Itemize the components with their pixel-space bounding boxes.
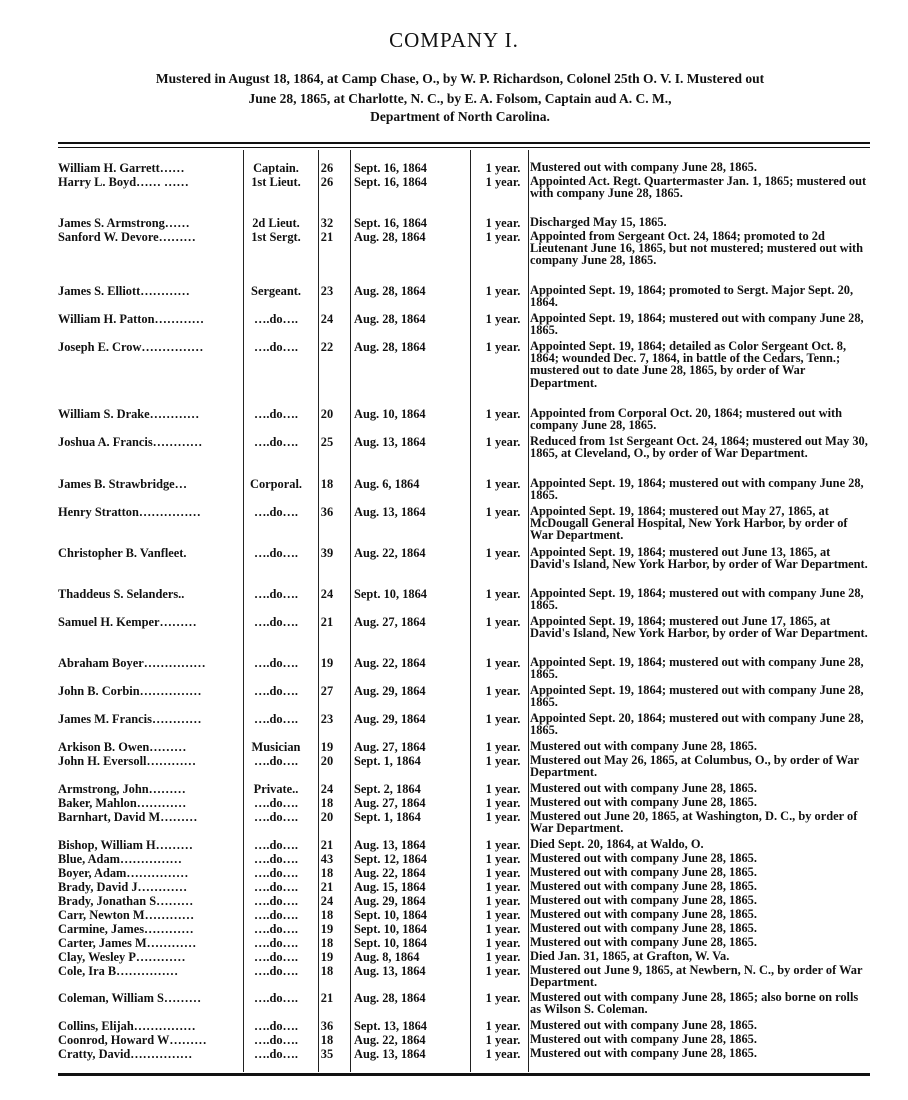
remarks: Appointed Sept. 19, 1864; mustered out with company June 28, 1865. bbox=[530, 683, 864, 710]
rank: Sergeant. bbox=[251, 284, 301, 298]
age: 27 bbox=[320, 684, 334, 698]
enlist-date: Aug. 22, 1864 bbox=[354, 1033, 426, 1047]
age: 18 bbox=[320, 866, 334, 880]
soldier-name: Thaddeus S. Selanders.. bbox=[58, 587, 185, 601]
top-rule-1 bbox=[58, 142, 870, 144]
age: 23 bbox=[320, 712, 334, 726]
term: 1 year. bbox=[485, 838, 521, 852]
remarks: Mustered out with company June 28, 1865. bbox=[530, 879, 757, 893]
age: 19 bbox=[320, 740, 334, 754]
term: 1 year. bbox=[485, 740, 521, 754]
column-divider bbox=[350, 150, 351, 1072]
remarks: Appointed Sept. 19, 1864; mustered out May 27, 1865, at McDougall General Hospital, New York Harbor, by order of War Department. bbox=[530, 504, 848, 543]
term: 1 year. bbox=[485, 284, 521, 298]
soldier-name: Henry Stratton…………… bbox=[58, 505, 201, 519]
enlist-date: Aug. 22, 1864 bbox=[354, 656, 426, 670]
rank: ….do…. bbox=[253, 615, 299, 629]
age: 20 bbox=[320, 754, 334, 768]
rank: ….do…. bbox=[253, 908, 299, 922]
remarks: Mustered out with company June 28, 1865. bbox=[530, 1032, 757, 1046]
rank: ….do…. bbox=[253, 950, 299, 964]
age: 39 bbox=[320, 546, 334, 560]
rank: ….do…. bbox=[253, 312, 299, 326]
rank: 2d Lieut. bbox=[252, 216, 300, 230]
enlist-date: Aug. 27, 1864 bbox=[354, 796, 426, 810]
age: 43 bbox=[320, 852, 334, 866]
term: 1 year. bbox=[485, 908, 521, 922]
rank: ….do…. bbox=[253, 587, 299, 601]
age: 32 bbox=[320, 216, 334, 230]
enlist-date: Aug. 13, 1864 bbox=[354, 964, 426, 978]
term: 1 year. bbox=[485, 656, 521, 670]
term: 1 year. bbox=[485, 866, 521, 880]
age: 36 bbox=[320, 1019, 334, 1033]
enlist-date: Aug. 27, 1864 bbox=[354, 740, 426, 754]
remarks: Appointed Sept. 19, 1864; promoted to Sergt. Major Sept. 20, 1864. bbox=[530, 283, 854, 310]
age: 36 bbox=[320, 505, 334, 519]
age: 26 bbox=[320, 175, 334, 189]
enlist-date: Aug. 28, 1864 bbox=[354, 312, 426, 326]
term: 1 year. bbox=[485, 922, 521, 936]
remarks: Appointed Sept. 19, 1864; mustered out with company June 28, 1865. bbox=[530, 586, 864, 613]
enlist-date: Aug. 13, 1864 bbox=[354, 1047, 426, 1061]
rank: ….do…. bbox=[253, 922, 299, 936]
age: 24 bbox=[320, 894, 334, 908]
remarks: Appointed Sept. 19, 1864; mustered out June 13, 1865, at David's Island, New York Harbor, by order of War Department. bbox=[530, 545, 868, 572]
enlist-date: Sept. 12, 1864 bbox=[354, 852, 427, 866]
term: 1 year. bbox=[485, 587, 521, 601]
rank: ….do…. bbox=[253, 1047, 299, 1061]
age: 24 bbox=[320, 782, 334, 796]
enlist-date: Aug. 28, 1864 bbox=[354, 230, 426, 244]
remarks: Mustered out with company June 28, 1865. bbox=[530, 795, 757, 809]
enlist-date: Sept. 1, 1864 bbox=[354, 810, 421, 824]
remarks: Mustered out with company June 28, 1865. bbox=[530, 893, 757, 907]
soldier-name: Joshua A. Francis………… bbox=[58, 435, 203, 449]
remarks: Mustered out June 9, 1865, at Newbern, N. C., by order of War Department. bbox=[530, 963, 863, 990]
soldier-name: Armstrong, John……… bbox=[58, 782, 186, 796]
enlist-date: Sept. 16, 1864 bbox=[354, 216, 427, 230]
remarks: Mustered out with company June 28, 1865. bbox=[530, 739, 757, 753]
soldier-name: James M. Francis………… bbox=[58, 712, 202, 726]
remarks: Mustered out with company June 28, 1865. bbox=[530, 1046, 757, 1060]
soldier-name: William H. Garrett…… bbox=[58, 161, 185, 175]
column-divider bbox=[470, 150, 471, 1072]
soldier-name: Cole, Ira B…………… bbox=[58, 964, 179, 978]
age: 18 bbox=[320, 1033, 334, 1047]
rank: ….do…. bbox=[253, 991, 299, 1005]
rank: ….do…. bbox=[253, 894, 299, 908]
soldier-name: Carmine, James………… bbox=[58, 922, 194, 936]
age: 24 bbox=[320, 312, 334, 326]
soldier-name: Brady, Jonathan S……… bbox=[58, 894, 194, 908]
rank: ….do…. bbox=[253, 796, 299, 810]
enlist-date: Aug. 22, 1864 bbox=[354, 866, 426, 880]
soldier-name: Barnhart, David M……… bbox=[58, 810, 198, 824]
enlist-date: Aug. 6, 1864 bbox=[354, 477, 420, 491]
age: 20 bbox=[320, 407, 334, 421]
soldier-name: Harry L. Boyd…… …… bbox=[58, 175, 189, 189]
term: 1 year. bbox=[485, 796, 521, 810]
term: 1 year. bbox=[485, 312, 521, 326]
rank: ….do…. bbox=[253, 810, 299, 824]
term: 1 year. bbox=[485, 435, 521, 449]
term: 1 year. bbox=[485, 936, 521, 950]
rank: Private.. bbox=[253, 782, 299, 796]
age: 18 bbox=[320, 796, 334, 810]
term: 1 year. bbox=[485, 782, 521, 796]
term: 1 year. bbox=[485, 852, 521, 866]
enlist-date: Sept. 16, 1864 bbox=[354, 161, 427, 175]
age: 21 bbox=[320, 615, 334, 629]
remarks: Appointed from Corporal Oct. 20, 1864; mustered out with company June 28, 1865. bbox=[530, 406, 843, 433]
enlist-date: Aug. 13, 1864 bbox=[354, 838, 426, 852]
enlist-date: Sept. 10, 1864 bbox=[354, 936, 427, 950]
remarks: Mustered out with company June 28, 1865. bbox=[530, 781, 757, 795]
term: 1 year. bbox=[485, 754, 521, 768]
rank: ….do…. bbox=[253, 546, 299, 560]
enlist-date: Aug. 28, 1864 bbox=[354, 991, 426, 1005]
soldier-name: Baker, Mahlon………… bbox=[58, 796, 187, 810]
soldier-name: William S. Drake………… bbox=[58, 407, 200, 421]
term: 1 year. bbox=[485, 950, 521, 964]
age: 21 bbox=[320, 991, 334, 1005]
remarks: Appointed from Sergeant Oct. 24, 1864; promoted to 2d Lieutenant June 16, 1865, but not mustered; mustered out with company June 28, 1865. bbox=[530, 229, 864, 268]
rank: ….do…. bbox=[253, 505, 299, 519]
subtitle-line-1: Mustered in August 18, 1864, at Camp Chase, O., by W. P. Richardson, Colonel 25th O. V. I. Mustered out bbox=[155, 71, 765, 86]
rank: ….do…. bbox=[253, 407, 299, 421]
soldier-name: Coonrod, Howard W……… bbox=[58, 1033, 207, 1047]
remarks: Mustered out with company June 28, 1865. bbox=[530, 907, 757, 921]
term: 1 year. bbox=[485, 546, 521, 560]
enlist-date: Sept. 10, 1864 bbox=[354, 908, 427, 922]
soldier-name: James S. Armstrong…… bbox=[58, 216, 190, 230]
rank: Captain. bbox=[253, 161, 299, 175]
enlist-date: Sept. 10, 1864 bbox=[354, 922, 427, 936]
enlist-date: Aug. 13, 1864 bbox=[354, 435, 426, 449]
rank: ….do…. bbox=[253, 684, 299, 698]
remarks: Mustered out with company June 28, 1865. bbox=[530, 935, 757, 949]
age: 23 bbox=[320, 284, 334, 298]
rank: ….do…. bbox=[253, 936, 299, 950]
rank: ….do…. bbox=[253, 712, 299, 726]
soldier-name: James B. Strawbridge… bbox=[58, 477, 188, 491]
enlist-date: Sept. 2, 1864 bbox=[354, 782, 421, 796]
enlist-date: Sept. 10, 1864 bbox=[354, 587, 427, 601]
enlist-date: Aug. 29, 1864 bbox=[354, 684, 426, 698]
age: 21 bbox=[320, 838, 334, 852]
remarks: Appointed Sept. 19, 1864; mustered out with company June 28, 1865. bbox=[530, 476, 864, 503]
soldier-name: Abraham Boyer…………… bbox=[58, 656, 206, 670]
term: 1 year. bbox=[485, 712, 521, 726]
age: 18 bbox=[320, 936, 334, 950]
enlist-date: Aug. 29, 1864 bbox=[354, 894, 426, 908]
enlist-date: Aug. 28, 1864 bbox=[354, 340, 426, 354]
enlist-date: Sept. 1, 1864 bbox=[354, 754, 421, 768]
age: 22 bbox=[320, 340, 334, 354]
subtitle-line-2: June 28, 1865, at Charlotte, N. C., by E. A. Folsom, Captain aud A. C. M., bbox=[248, 91, 672, 106]
rank: ….do…. bbox=[253, 340, 299, 354]
soldier-name: Collins, Elijah…………… bbox=[58, 1019, 196, 1033]
term: 1 year. bbox=[485, 1019, 521, 1033]
age: 18 bbox=[320, 964, 334, 978]
age: 24 bbox=[320, 587, 334, 601]
rank: ….do…. bbox=[253, 964, 299, 978]
term: 1 year. bbox=[485, 615, 521, 629]
remarks: Appointed Act. Regt. Quartermaster Jan. 1, 1865; mustered out with company June 28, 1865. bbox=[530, 174, 867, 201]
rank: ….do…. bbox=[253, 1033, 299, 1047]
enlist-date: Aug. 29, 1864 bbox=[354, 712, 426, 726]
remarks: Appointed Sept. 19, 1864; detailed as Color Sergeant Oct. 8, 1864; wounded Dec. 7, 1864, in battle of the Cedars, Tenn.; mustered out to date June 28, 1865, by order of War Department. bbox=[530, 339, 847, 390]
soldier-name: Bishop, William H……… bbox=[58, 838, 193, 852]
soldier-name: James S. Elliott………… bbox=[58, 284, 190, 298]
soldier-name: Joseph E. Crow…………… bbox=[58, 340, 204, 354]
soldier-name: Cratty, David…………… bbox=[58, 1047, 193, 1061]
enlist-date: Aug. 28, 1864 bbox=[354, 284, 426, 298]
term: 1 year. bbox=[485, 505, 521, 519]
subtitle-line-3: Department of North Carolina. bbox=[370, 109, 550, 124]
term: 1 year. bbox=[485, 964, 521, 978]
term: 1 year. bbox=[485, 1033, 521, 1047]
age: 19 bbox=[320, 950, 334, 964]
rank: 1st Sergt. bbox=[251, 230, 301, 244]
soldier-name: Carter, James M………… bbox=[58, 936, 197, 950]
soldier-name: Coleman, William S……… bbox=[58, 991, 202, 1005]
remarks: Mustered out May 26, 1865, at Columbus, O., by order of War Department. bbox=[530, 753, 859, 780]
term: 1 year. bbox=[485, 880, 521, 894]
term: 1 year. bbox=[485, 340, 521, 354]
soldier-name: Arkison B. Owen……… bbox=[58, 740, 187, 754]
rank: ….do…. bbox=[253, 754, 299, 768]
soldier-name: John B. Corbin…………… bbox=[58, 684, 202, 698]
enlist-date: Aug. 15, 1864 bbox=[354, 880, 426, 894]
age: 18 bbox=[320, 477, 334, 491]
remarks: Mustered out with company June 28, 1865. bbox=[530, 1018, 757, 1032]
term: 1 year. bbox=[485, 477, 521, 491]
remarks: Appointed Sept. 20, 1864; mustered out with company June 28, 1865. bbox=[530, 711, 864, 738]
remarks: Discharged May 15, 1865. bbox=[530, 215, 667, 229]
term: 1 year. bbox=[485, 991, 521, 1005]
term: 1 year. bbox=[485, 810, 521, 824]
age: 20 bbox=[320, 810, 334, 824]
enlist-date: Aug. 27, 1864 bbox=[354, 615, 426, 629]
top-rule-2 bbox=[58, 147, 870, 148]
rank: ….do…. bbox=[253, 852, 299, 866]
remarks: Mustered out with company June 28, 1865. bbox=[530, 865, 757, 879]
remarks: Reduced from 1st Sergeant Oct. 24, 1864; mustered out May 30, 1865, at Cleveland, O., by order of War Department. bbox=[530, 434, 868, 461]
soldier-name: William H. Patton………… bbox=[58, 312, 205, 326]
age: 19 bbox=[320, 922, 334, 936]
enlist-date: Sept. 16, 1864 bbox=[354, 175, 427, 189]
soldier-name: Clay, Wesley P………… bbox=[58, 950, 186, 964]
remarks: Died Jan. 31, 1865, at Grafton, W. Va. bbox=[530, 949, 730, 963]
enlist-date: Aug. 8, 1864 bbox=[354, 950, 420, 964]
remarks: Mustered out with company June 28, 1865. bbox=[530, 921, 757, 935]
term: 1 year. bbox=[485, 894, 521, 908]
term: 1 year. bbox=[485, 161, 521, 175]
age: 26 bbox=[320, 161, 334, 175]
term: 1 year. bbox=[485, 407, 521, 421]
age: 35 bbox=[320, 1047, 334, 1061]
bottom-rule bbox=[58, 1073, 870, 1076]
remarks: Appointed Sept. 19, 1864; mustered out with company June 28, 1865. bbox=[530, 655, 864, 682]
soldier-name: Boyer, Adam…………… bbox=[58, 866, 189, 880]
remarks: Mustered out with company June 28, 1865. bbox=[530, 851, 757, 865]
rank: ….do…. bbox=[253, 1019, 299, 1033]
soldier-name: Christopher B. Vanfleet. bbox=[58, 546, 187, 560]
remarks: Died Sept. 20, 1864, at Waldo, O. bbox=[530, 837, 704, 851]
rank: ….do…. bbox=[253, 656, 299, 670]
rank: ….do…. bbox=[253, 838, 299, 852]
soldier-name: Brady, David J………… bbox=[58, 880, 188, 894]
rank: ….do…. bbox=[253, 435, 299, 449]
rank: Musician bbox=[251, 740, 301, 754]
remarks: Mustered out June 20, 1865, at Washington, D. C., by order of War Department. bbox=[530, 809, 858, 836]
rank: ….do…. bbox=[253, 866, 299, 880]
soldier-name: Sanford W. Devore……… bbox=[58, 230, 196, 244]
rank: 1st Lieut. bbox=[251, 175, 301, 189]
age: 25 bbox=[320, 435, 334, 449]
term: 1 year. bbox=[485, 175, 521, 189]
term: 1 year. bbox=[485, 1047, 521, 1061]
remarks: Appointed Sept. 19, 1864; mustered out June 17, 1865, at David's Island, New York Harbor, by order of War Department. bbox=[530, 614, 868, 641]
enlist-date: Sept. 13, 1864 bbox=[354, 1019, 427, 1033]
enlist-date: Aug. 10, 1864 bbox=[354, 407, 426, 421]
rank: Corporal. bbox=[250, 477, 302, 491]
page-title: COMPANY I. bbox=[389, 28, 519, 52]
age: 21 bbox=[320, 230, 334, 244]
rank: ….do…. bbox=[253, 880, 299, 894]
remarks: Mustered out with company June 28, 1865; also borne on rolls as Wilson S. Coleman. bbox=[530, 990, 859, 1017]
age: 21 bbox=[320, 880, 334, 894]
age: 19 bbox=[320, 656, 334, 670]
soldier-name: Samuel H. Kemper……… bbox=[58, 615, 197, 629]
age: 18 bbox=[320, 908, 334, 922]
remarks: Appointed Sept. 19, 1864; mustered out with company June 28, 1865. bbox=[530, 311, 864, 338]
soldier-name: Blue, Adam…………… bbox=[58, 852, 182, 866]
term: 1 year. bbox=[485, 230, 521, 244]
enlist-date: Aug. 22, 1864 bbox=[354, 546, 426, 560]
term: 1 year. bbox=[485, 684, 521, 698]
term: 1 year. bbox=[485, 216, 521, 230]
soldier-name: Carr, Newton M………… bbox=[58, 908, 195, 922]
remarks: Mustered out with company June 28, 1865. bbox=[530, 160, 757, 174]
soldier-name: John H. Eversoll………… bbox=[58, 754, 197, 768]
enlist-date: Aug. 13, 1864 bbox=[354, 505, 426, 519]
